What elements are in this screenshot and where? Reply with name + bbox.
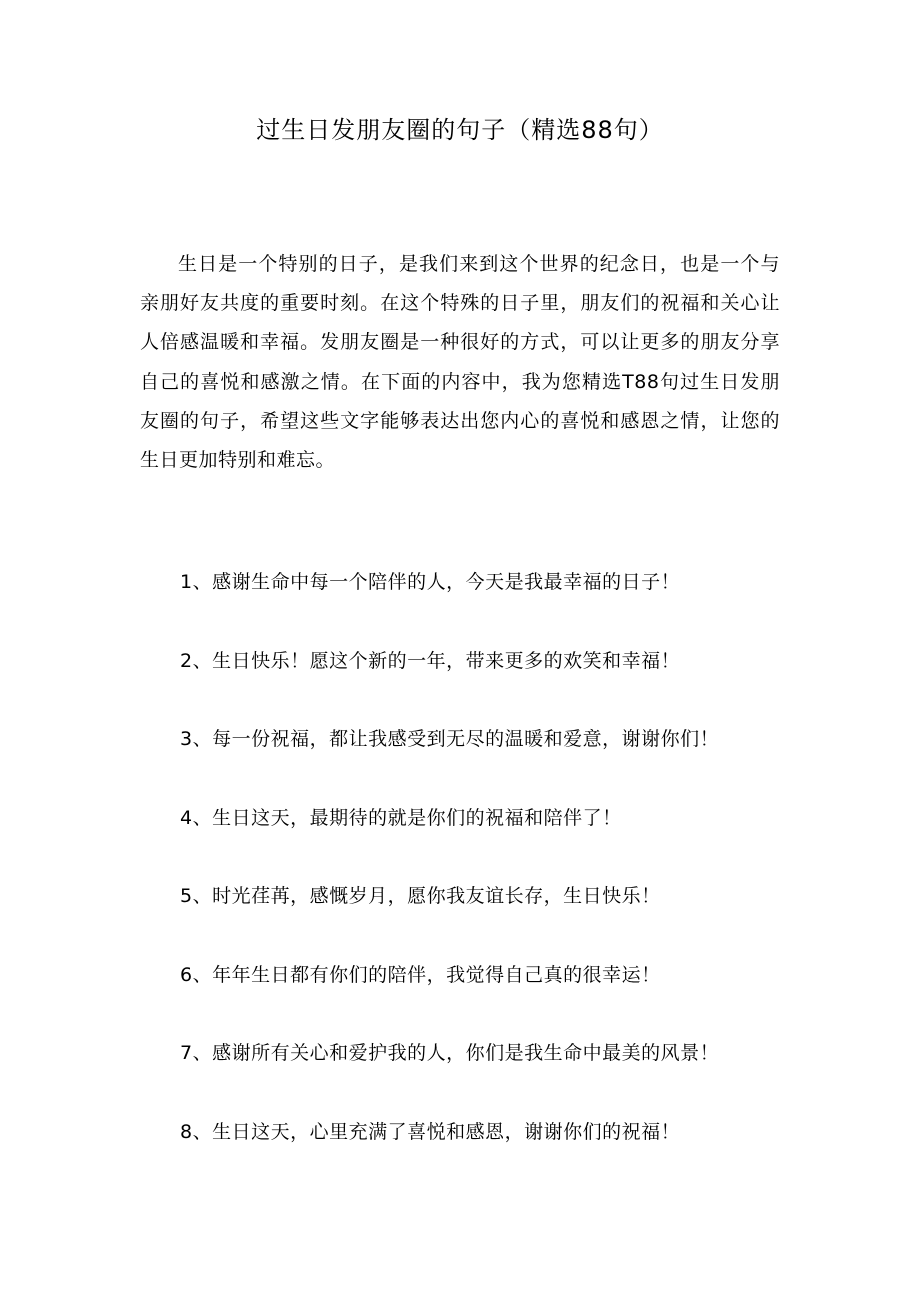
list-item: 7、感谢所有关心和爱护我的人，你们是我生命中最美的风景！ [180, 1042, 720, 1064]
list-item: 4、生日这天，最期待的就是你们的祝福和陪伴了！ [180, 806, 622, 829]
list-item: 3、每一份祝福，都让我感受到无尽的温暖和爱意，谢谢你们！ [180, 728, 720, 750]
list-item: 5、时光荏苒，感慨岁月，愿你我友谊长存，生日快乐！ [180, 885, 661, 907]
intro-paragraph: 生日是一个特别的日子，是我们来到这个世界的纪念日，也是一个与亲朋好友共度的重要时刻。在这个特殊的日子里，朋友们的祝福和关心让人倍感温暖和幸福。发朋友圈是一种很好的方式，可以让更多的朋友分享自己的喜悦和感激之情。在下面的内容中，我为您精选T88句过生日发朋友圈的句子，希望这些文字能够表达出您内心的喜悦和感恩之情，让您的生日更加特别和难忘。 [140, 253, 780, 472]
list-item: 6、年年生日都有你们的陪伴，我觉得自己真的很幸运！ [180, 963, 661, 986]
document-title: 过生日发朋友圈的句子（精选88句） [256, 116, 664, 144]
list-item: 1、感谢生命中每一个陪伴的人，今天是我最幸福的日子！ [180, 571, 681, 593]
list-item: 8、生日这天，心里充满了喜悦和感恩，谢谢你们的祝福！ [180, 1120, 681, 1143]
sentence-list [180, 563, 800, 1191]
list-item: 2、生日快乐！愿这个新的一年，带来更多的欢笑和幸福！ [180, 649, 681, 672]
